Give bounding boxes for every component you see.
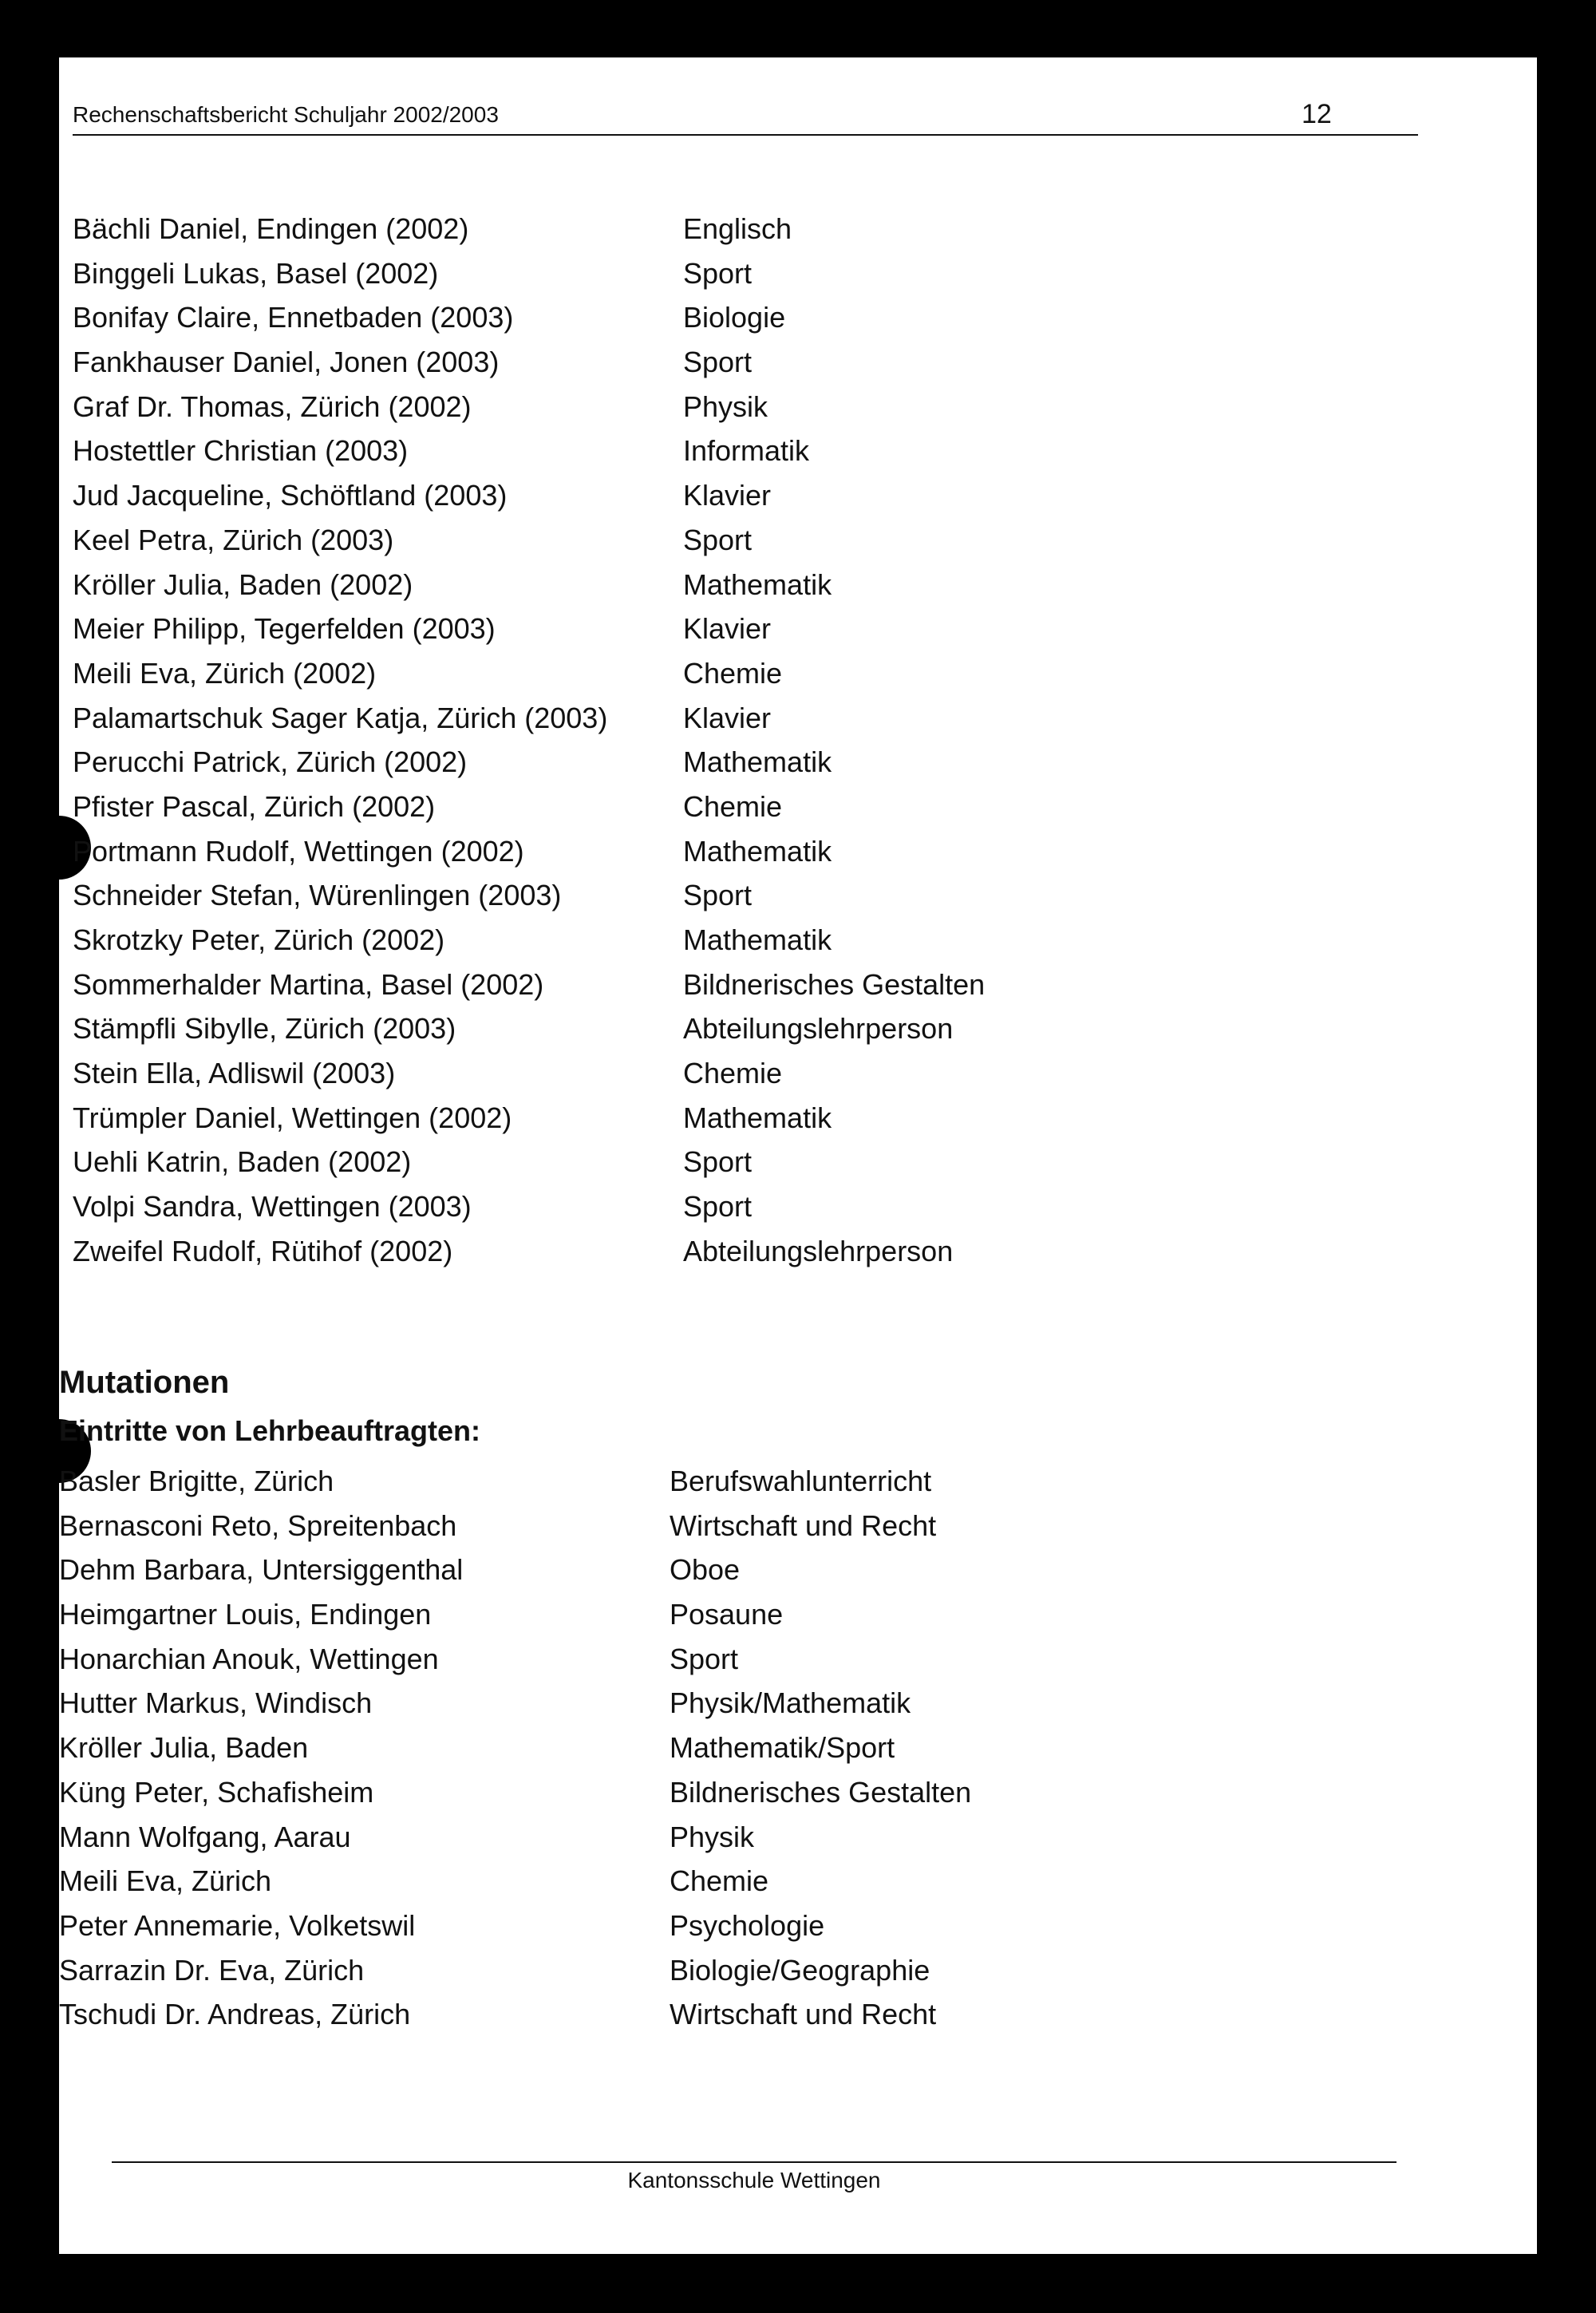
list-item xyxy=(73,607,1110,651)
list-item xyxy=(73,295,1110,340)
subject: Posaune xyxy=(670,1598,784,1631)
subject: Sport xyxy=(670,1642,739,1675)
list-item xyxy=(73,563,1110,607)
subject: Physik/Mathematik xyxy=(670,1686,911,1720)
subject: Chemie xyxy=(670,1864,769,1898)
teacher-name: Pfister Pascal, Zürich (2002) xyxy=(73,789,436,823)
subject: Biologie xyxy=(683,301,786,334)
teacher-name: Kröller Julia, Baden (2002) xyxy=(73,567,413,601)
report-title: Rechenschaftsbericht Schuljahr 2002/2003 xyxy=(73,102,499,127)
subject: Chemie xyxy=(683,789,783,823)
subject: Wirtschaft und Recht xyxy=(670,1998,937,2031)
page-number: 12 xyxy=(1302,99,1332,129)
list-item xyxy=(73,785,1110,829)
list-item xyxy=(59,1637,1096,1682)
list-item xyxy=(59,1815,1096,1860)
list-item xyxy=(73,696,1110,741)
list-item xyxy=(59,1948,1096,1993)
teacher-name: Palamartschuk Sager Katja, Zürich (2003) xyxy=(73,701,608,734)
teacher-name: Meier Philipp, Tegerfelden (2003) xyxy=(73,612,496,646)
teacher-name: Meili Eva, Zürich (2002) xyxy=(73,656,377,690)
teacher-name: Bächli Daniel, Endingen (2002) xyxy=(73,212,469,245)
list-item xyxy=(73,651,1110,696)
list-item xyxy=(73,207,1110,251)
subject: Englisch xyxy=(683,212,792,245)
subject: Abteilungslehrperson xyxy=(683,1234,954,1267)
teacher-name: Stein Ella, Adliswil (2003) xyxy=(73,1057,396,1090)
list-item xyxy=(73,1184,1110,1229)
subject: Bildnerisches Gestalten xyxy=(670,1775,972,1809)
teacher-name: Jud Jacqueline, Schöftland (2003) xyxy=(73,479,508,512)
footer-text: Kantonsschule Wettingen xyxy=(627,2168,881,2192)
list-item xyxy=(73,1229,1110,1274)
list-item xyxy=(59,1992,1096,2037)
subject: Psychologie xyxy=(670,1908,825,1942)
teacher-name: Küng Peter, Schafisheim xyxy=(59,1775,374,1809)
teacher-name: Volpi Sandra, Wettingen (2003) xyxy=(73,1190,472,1224)
list-item xyxy=(59,1904,1096,1948)
subject: Sport xyxy=(683,1145,753,1179)
subject: Sport xyxy=(683,523,753,556)
subject: Klavier xyxy=(683,701,772,734)
list-item xyxy=(73,963,1110,1007)
list-item xyxy=(59,1726,1096,1770)
teacher-name: Skrotzky Peter, Zürich (2002) xyxy=(73,923,445,956)
subject: Mathematik xyxy=(683,567,832,601)
teacher-name: Hostettler Christian (2003) xyxy=(73,434,409,468)
list-item xyxy=(73,385,1110,429)
list-item xyxy=(73,873,1110,918)
teacher-name: Tschudi Dr. Andreas, Zürich xyxy=(59,1998,411,2031)
subject: Sport xyxy=(683,346,753,379)
teacher-name: Portmann Rudolf, Wettingen (2002) xyxy=(73,834,524,868)
teacher-name: Dehm Barbara, Untersiggenthal xyxy=(59,1553,464,1587)
teacher-name: Hutter Markus, Windisch xyxy=(59,1686,373,1720)
teacher-list xyxy=(73,207,1110,1274)
list-item xyxy=(73,829,1110,874)
subject: Mathematik xyxy=(683,745,832,779)
teacher-name: Trümpler Daniel, Wettingen (2002) xyxy=(73,1101,512,1134)
subject: Informatik xyxy=(683,434,810,468)
footer-divider xyxy=(112,2161,1396,2163)
subject: Biologie/Geographie xyxy=(670,1953,930,1987)
subject: Klavier xyxy=(683,612,772,646)
new-teacher-list xyxy=(59,1459,1096,2037)
teacher-name: Sarrazin Dr. Eva, Zürich xyxy=(59,1953,365,1987)
teacher-name: Stämpfli Sibylle, Zürich (2003) xyxy=(73,1012,456,1046)
subject: Chemie xyxy=(683,656,783,690)
teacher-name: Bonifay Claire, Ennetbaden (2003) xyxy=(73,301,514,334)
list-item xyxy=(73,740,1110,785)
teacher-name: Meili Eva, Zürich xyxy=(59,1864,272,1898)
subject: Mathematik xyxy=(683,1101,832,1134)
subject: Physik xyxy=(683,389,768,423)
subject: Chemie xyxy=(683,1057,783,1090)
teacher-name: Basler Brigitte, Zürich xyxy=(59,1465,334,1497)
list-item xyxy=(73,473,1110,518)
teacher-name: Bernasconi Reto, Spreitenbach xyxy=(59,1508,457,1542)
subject: Berufswahlunterricht xyxy=(670,1465,932,1497)
section-subtitle: Eintritte von Lehrbeauftragten: xyxy=(59,1414,481,1447)
teacher-name: Binggeli Lukas, Basel (2002) xyxy=(73,256,439,290)
list-item xyxy=(59,1592,1096,1637)
teacher-name: Uehli Katrin, Baden (2002) xyxy=(73,1145,412,1179)
list-item xyxy=(59,1548,1096,1592)
list-item xyxy=(59,1504,1096,1548)
teacher-name: Graf Dr. Thomas, Zürich (2002) xyxy=(73,389,472,423)
teacher-name: Kröller Julia, Baden xyxy=(59,1731,309,1765)
list-item xyxy=(73,1006,1110,1051)
subject: Mathematik xyxy=(683,834,832,868)
subject: Bildnerisches Gestalten xyxy=(683,967,986,1001)
page-header xyxy=(73,99,1418,136)
subject: Sport xyxy=(683,1190,753,1224)
list-item xyxy=(59,1859,1096,1904)
list-item xyxy=(73,429,1110,473)
teacher-name: Perucchi Patrick, Zürich (2002) xyxy=(73,745,468,779)
teacher-name: Sommerhalder Martina, Basel (2002) xyxy=(73,967,544,1001)
teacher-name: Schneider Stefan, Würenlingen (2003) xyxy=(73,879,562,912)
list-item xyxy=(73,251,1110,296)
section-title: Mutationen xyxy=(59,1365,230,1400)
list-item xyxy=(73,340,1110,385)
list-item xyxy=(73,1051,1110,1096)
teacher-name: Zweifel Rudolf, Rütihof (2002) xyxy=(73,1234,453,1267)
subject: Oboe xyxy=(670,1553,741,1587)
teacher-name: Heimgartner Louis, Endingen xyxy=(59,1598,432,1631)
subject: Sport xyxy=(683,879,753,912)
subject: Sport xyxy=(683,256,753,290)
teacher-name: Peter Annemarie, Volketswil xyxy=(59,1908,416,1942)
teacher-name: Honarchian Anouk, Wettingen xyxy=(59,1642,439,1675)
subject: Abteilungslehrperson xyxy=(683,1012,954,1046)
teacher-name: Keel Petra, Zürich (2003) xyxy=(73,523,394,556)
subject: Klavier xyxy=(683,479,772,512)
list-item xyxy=(73,518,1110,563)
teacher-name: Fankhauser Daniel, Jonen (2003) xyxy=(73,346,500,379)
list-item xyxy=(73,1140,1110,1184)
list-item xyxy=(59,1770,1096,1815)
list-item xyxy=(59,1459,1096,1504)
subject: Mathematik xyxy=(683,923,832,956)
subject: Mathematik/Sport xyxy=(670,1731,895,1765)
list-item xyxy=(73,1096,1110,1141)
list-item xyxy=(73,918,1110,963)
list-item xyxy=(59,1681,1096,1726)
subject: Physik xyxy=(670,1820,755,1853)
teacher-name: Mann Wolfgang, Aarau xyxy=(59,1820,351,1853)
subject: Wirtschaft und Recht xyxy=(670,1508,937,1542)
